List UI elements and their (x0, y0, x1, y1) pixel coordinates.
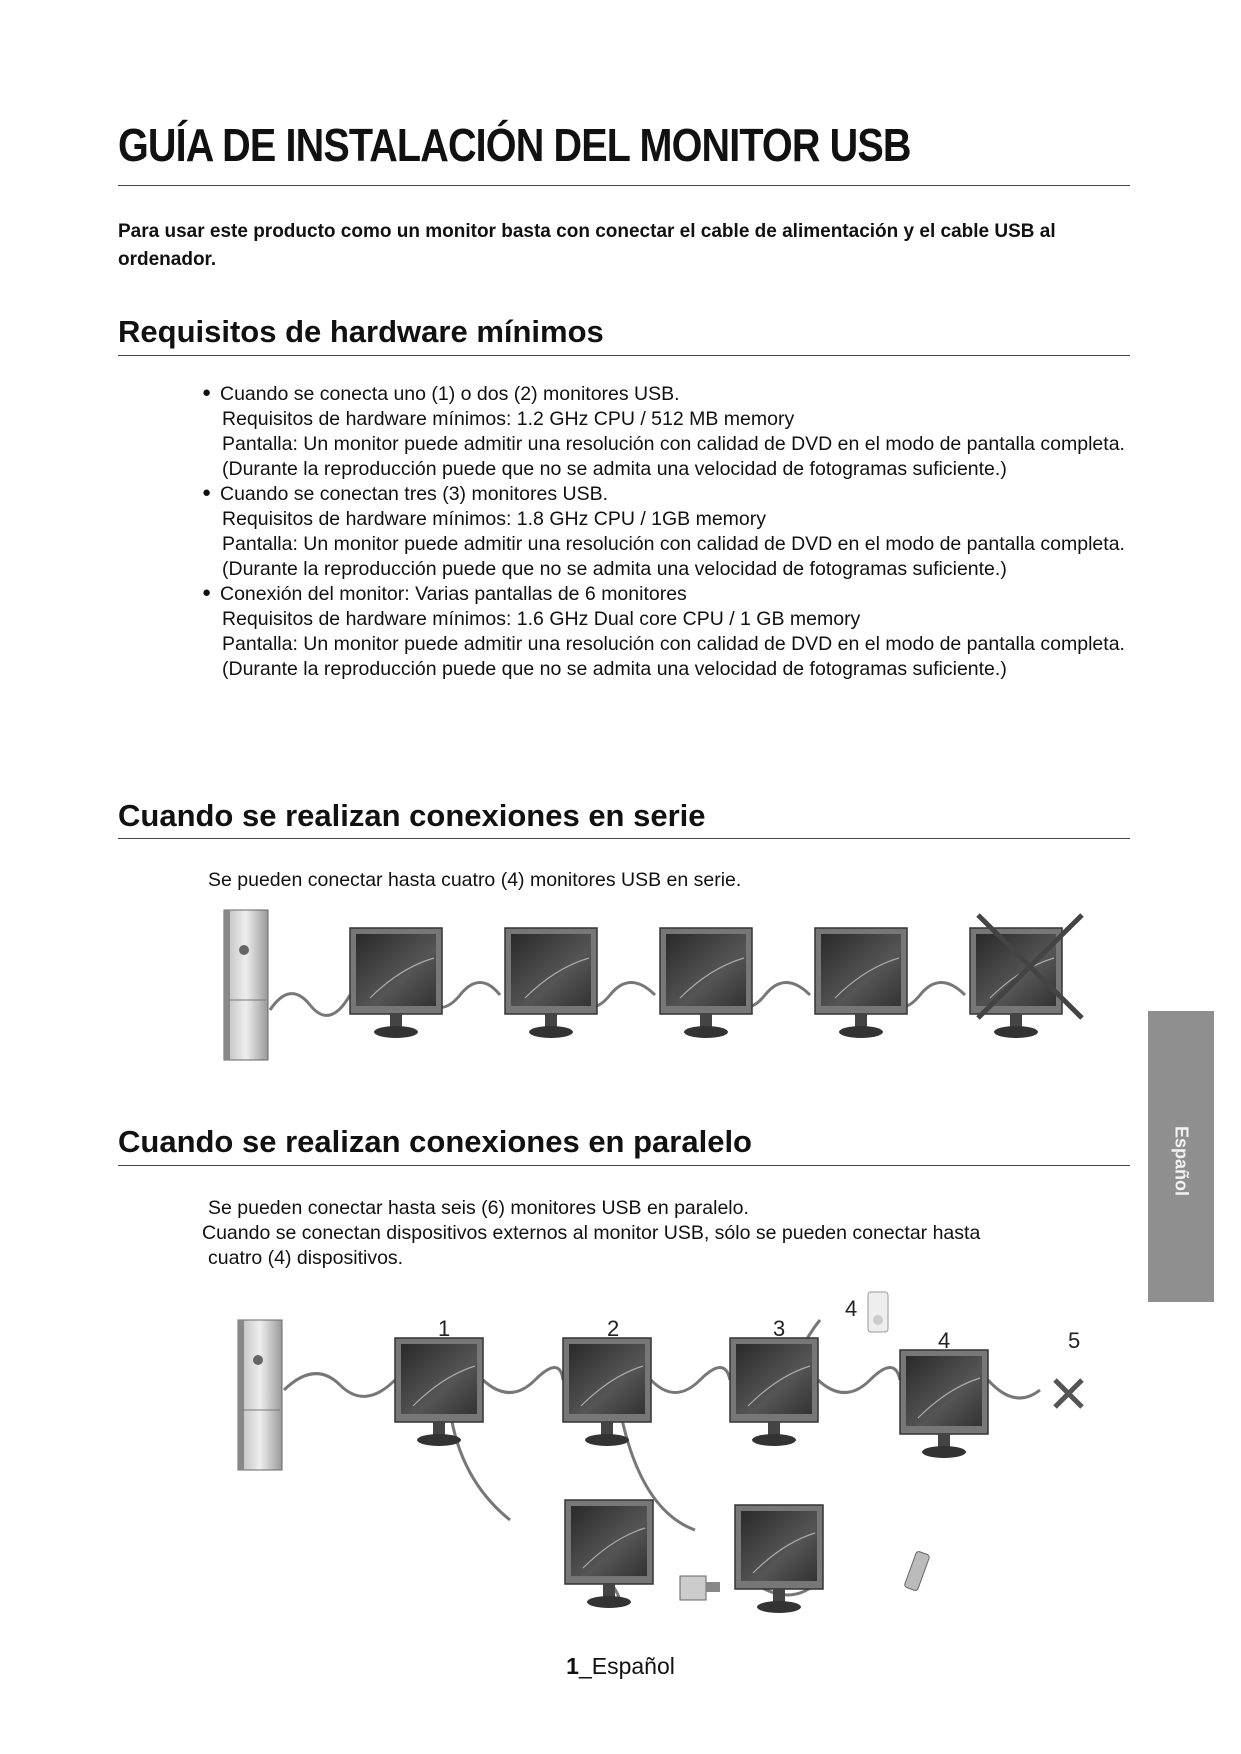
list-item: ● Cuando se conectan tres (3) monitores USB. Requisitos de hardware mínimos: 1.8 GHz CPU / 1GB memory Pantalla: Un monitor puede admitir una resolución con calidad de DVD en el modo de pantalla completa. (Durante la reproducción puede que no se admita una velocidad de fotogramas suficiente.) (200, 482, 1140, 582)
device-label: 4 (845, 1296, 858, 1321)
monitor (565, 1500, 653, 1608)
page-title: GUÍA DE INSTALACIÓN DEL MONITOR USB (118, 119, 911, 171)
pc-tower (224, 910, 268, 1060)
serial-heading: Cuando se realizan conexiones en serie (118, 798, 706, 833)
serial-text: Se pueden conectar hasta cuatro (4) monitores USB en serie. (208, 869, 742, 891)
parallel-text-3: cuatro (4) dispositivos. (208, 1247, 404, 1269)
parallel-text-1: Se pueden conectar hasta seis (6) monitores USB en paralelo. (208, 1197, 749, 1219)
parallel-heading: Cuando se realizan conexiones en paralelo (118, 1124, 752, 1159)
cross-icon (1055, 1380, 1082, 1407)
monitor (395, 1338, 483, 1446)
monitor (815, 928, 907, 1038)
monitor (900, 1350, 988, 1458)
parallel-diagram (220, 1280, 1120, 1620)
camcorder-icon (680, 1576, 720, 1600)
monitor-label: 5 (1068, 1328, 1081, 1353)
phone-icon (904, 1551, 930, 1591)
monitor (563, 1338, 651, 1446)
pc-tower (238, 1320, 282, 1470)
monitor (505, 928, 597, 1038)
language-side-tab: Español (1148, 1011, 1214, 1302)
title-rule (118, 185, 1130, 186)
page-footer: 1_Español (566, 1653, 675, 1679)
monitor-label: 2 (607, 1316, 620, 1341)
mp3-player-icon (868, 1292, 888, 1332)
requirements-rule (118, 355, 1130, 356)
serial-diagram (200, 900, 1120, 1070)
monitor-label: 3 (773, 1316, 786, 1341)
monitor-label: 1 (438, 1316, 451, 1341)
monitor (735, 1505, 823, 1613)
list-item: ● Cuando se conecta uno (1) o dos (2) monitores USB. Requisitos de hardware mínimos: 1.2 GHz CPU / 512 MB memory Pantalla: Un monitor puede admitir una resolución con calidad de DVD en el modo de pantalla completa. (Durante la reproducción puede que no se admita una velocidad de fotogramas suficiente.) (200, 382, 1140, 482)
monitor (730, 1338, 818, 1446)
list-item: ● Conexión del monitor: Varias pantallas de 6 monitores Requisitos de hardware mínimos: 1.6 GHz Dual core CPU / 1 GB memory Pantalla: Un monitor puede admitir una resolución con calidad de DVD en el modo de pantalla completa. (Durante la reproducción puede que no se admita una velocidad de fotogramas suficiente.) (200, 582, 1140, 682)
parallel-text-2: Cuando se conectan dispositivos externos al monitor USB, sólo se pueden conectar hasta (202, 1222, 981, 1244)
requirements-heading: Requisitos de hardware mínimos (118, 314, 604, 349)
monitor (350, 928, 442, 1038)
serial-rule (118, 838, 1130, 839)
bullet-icon: ● (202, 484, 212, 501)
monitor-label: 4 (938, 1328, 951, 1353)
requirements-list (200, 382, 1140, 682)
bullet-icon: ● (202, 584, 212, 601)
intro-text: Para usar este producto como un monitor basta con conectar el cable de alimentación y el cable USB al ordenador. (118, 221, 1056, 270)
parallel-rule (118, 1165, 1130, 1166)
bullet-icon: ● (202, 384, 212, 401)
monitor (660, 928, 752, 1038)
